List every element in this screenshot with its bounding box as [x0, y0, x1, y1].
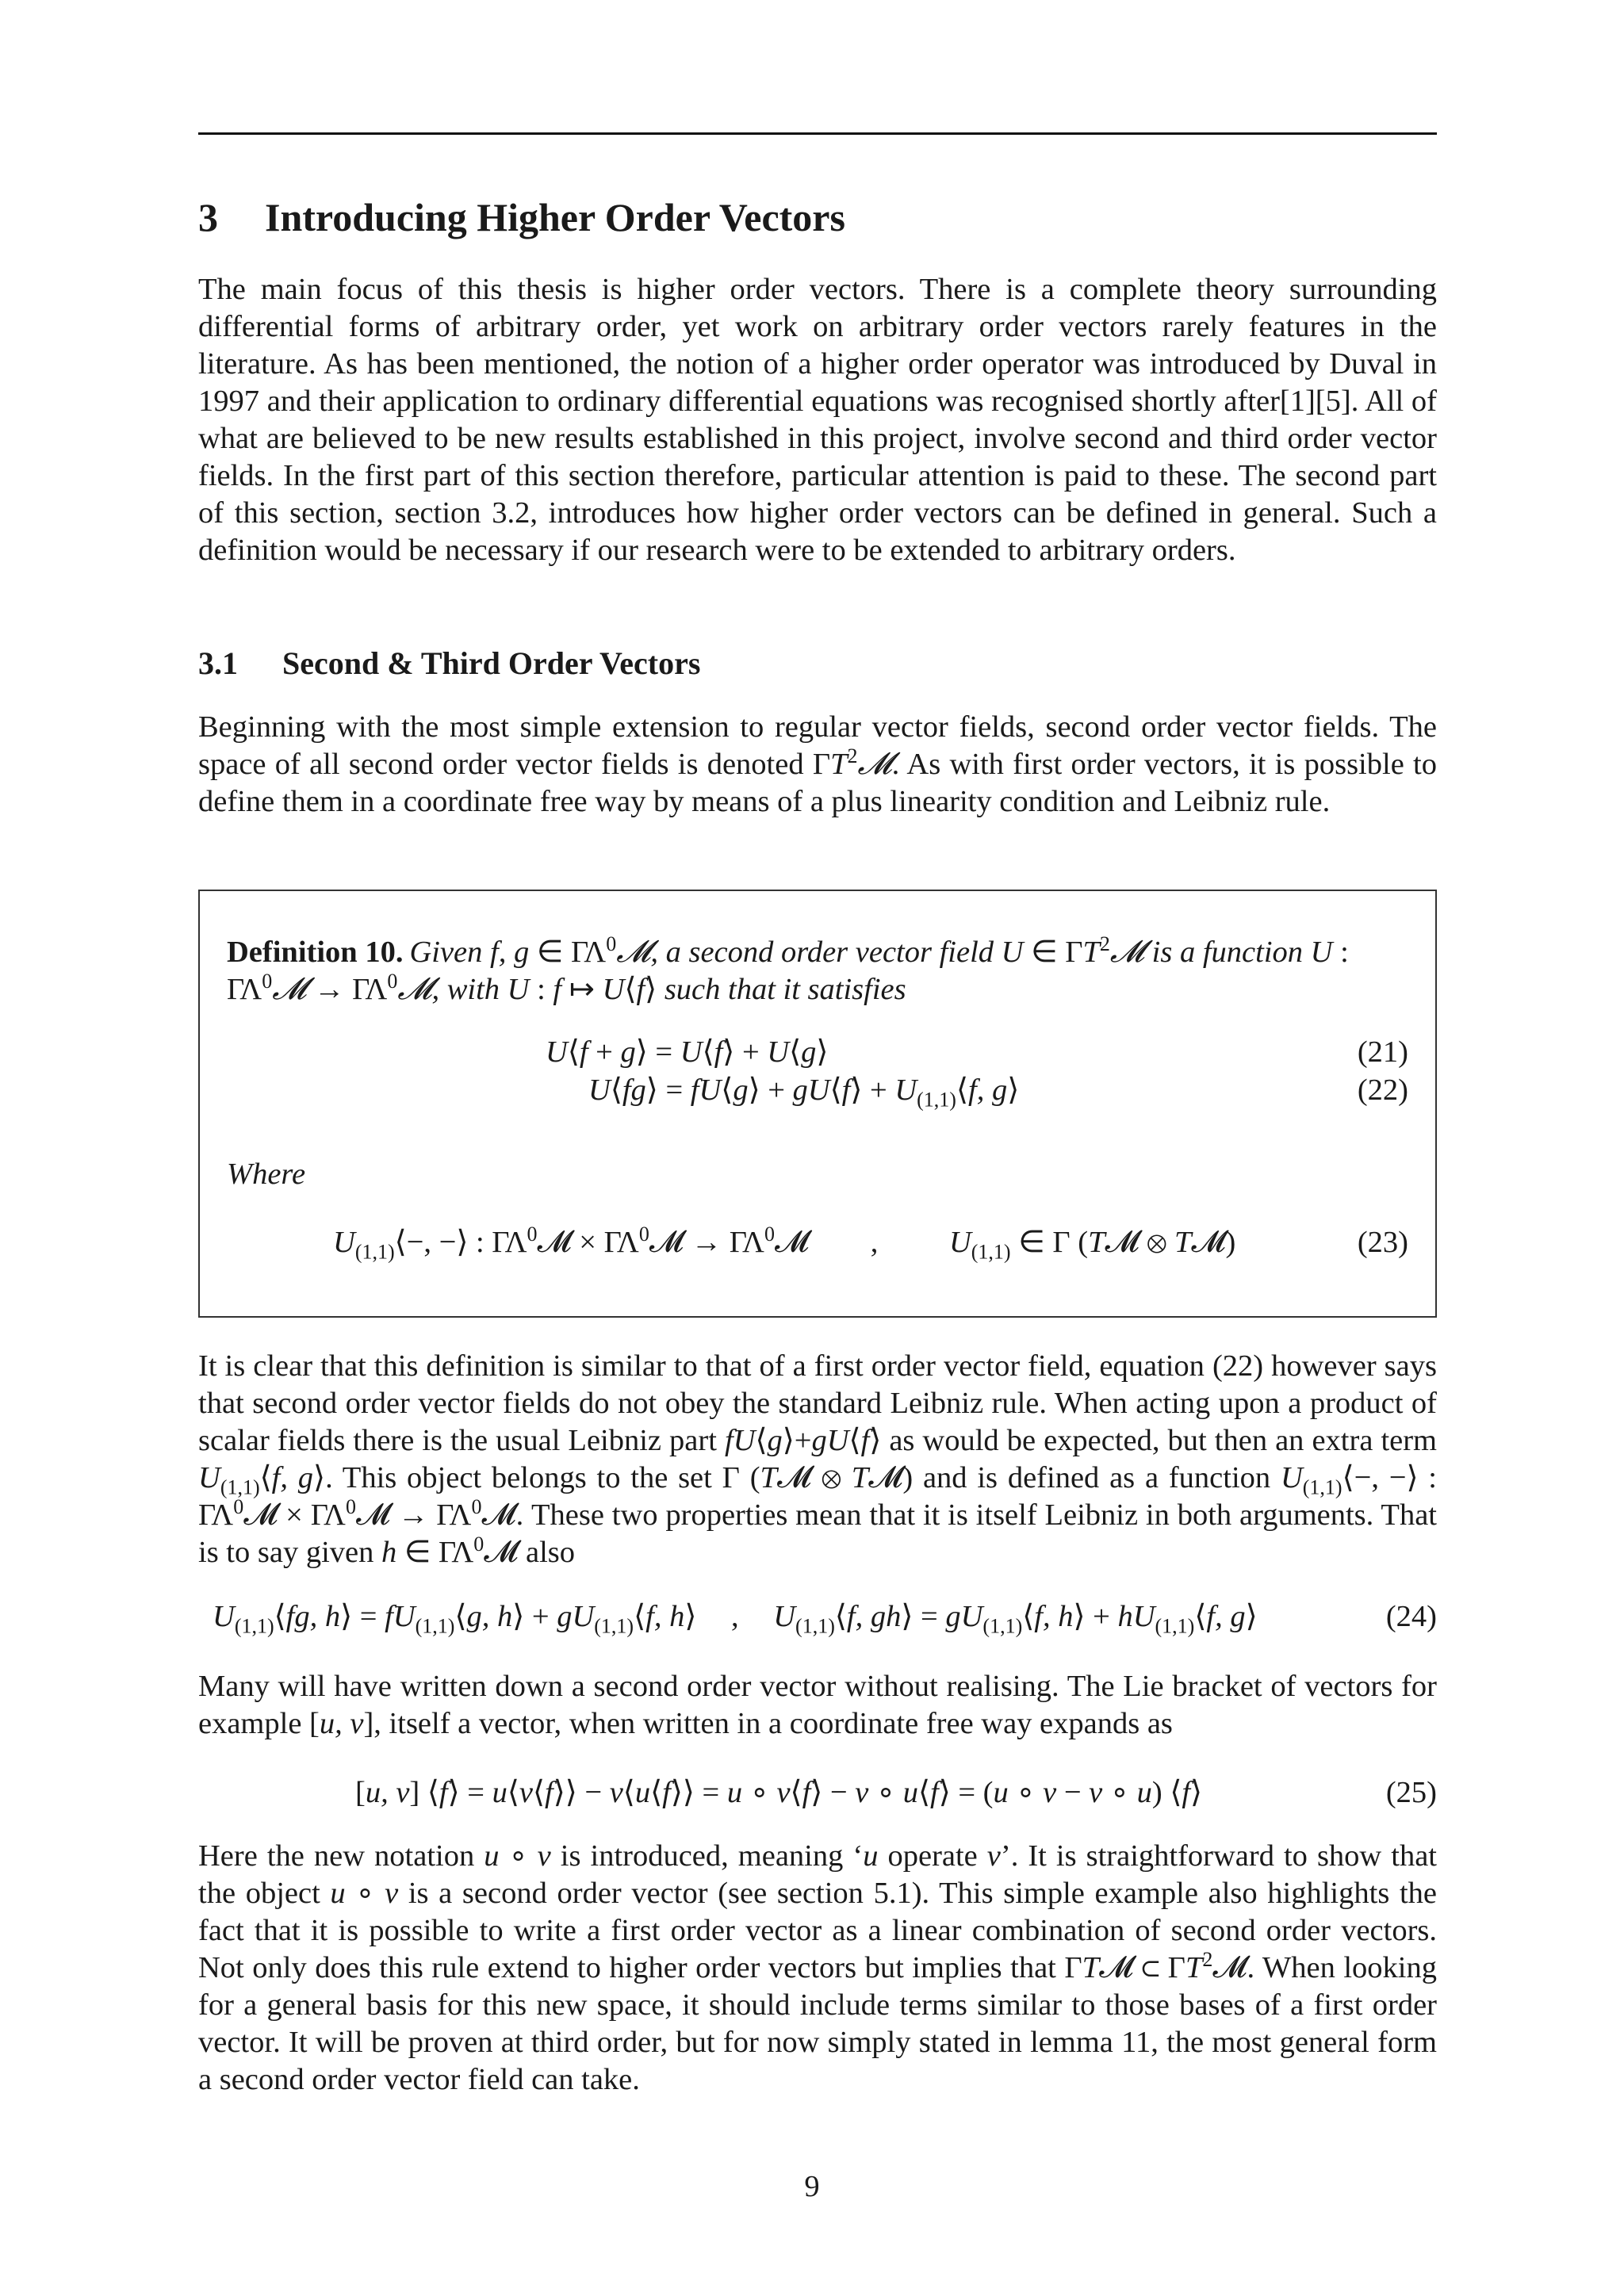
- final-c: ’. It is straightforward to show that the object: [198, 1839, 1437, 1910]
- pad-f: also: [518, 1536, 576, 1569]
- section-title: Introducing Higher Order Vectors: [265, 195, 845, 239]
- section-heading: [198, 193, 845, 241]
- equation-number-24: (24): [1385, 1600, 1437, 1633]
- subsection-paragraph: [198, 709, 1437, 821]
- pad-a: It is clear that this definition is similar to that of a first order vector field, equation (22) however says that second order vector fields do not obey the standard Leibniz rule. When acting upon a product of scalar fields there is the usual Leibniz part: [198, 1349, 1437, 1457]
- intro-paragraph: [198, 271, 1437, 569]
- def-text-e: such that it satisfies: [657, 973, 906, 1006]
- equation-23: $U_{(1,1)}⟨-$, −⟩ : $\Gamma\Lambda^0𝓜$ × $\Gamma\Lambda^0𝓜$ → $\Gamma\Lambda^0𝓜$ , $U_{(1,1)}$ ∈ Γ (T𝓜 ⊗ T𝓜): [333, 1223, 1236, 1264]
- lie-b: , itself a vector, when written in a coordinate free way expands as: [373, 1707, 1173, 1740]
- paragraph-lie-bracket: Many will have written down a second order vector without realising. The Lie bracket of vectors for example [u, v], itself a vector, when written in a coordinate free way expands as [u, v] ⟨f⟩ = u⟨v⟨f⟩⟩ − v⟨u⟨f⟩⟩ = u ∘ v⟨f⟩ − v ∘ u⟨f⟩ = (u ∘ v − v ∘ u) ⟨f⟩ (25): [198, 1668, 1437, 1822]
- section-number: 3: [198, 195, 218, 239]
- subsection-number: 3.1: [198, 645, 238, 681]
- lie-a: Many will have written down a second order vector without realising. The Lie bracket of vectors for example: [198, 1670, 1437, 1740]
- pad-b: as would be expected, but then an extra term: [881, 1424, 1438, 1457]
- equation-24-row: [198, 1571, 1437, 1644]
- equation-number-23: (23): [1357, 1226, 1408, 1259]
- final-a: Here the new notation: [198, 1839, 485, 1873]
- equation-25: [u, v] ⟨f⟩ = u⟨v⟨f⟩⟩ − v⟨u⟨f⟩⟩ = u ∘ v⟨f⟩ − v ∘ u⟨f⟩ = (u ∘ v − v ∘ u) ⟨f⟩: [355, 1776, 1203, 1809]
- subsection-paragraph-part2: . As with first order vectors, it is possible to define them in a coordinate free way by means of a plus linearity condition and Leibniz rule.: [198, 748, 1437, 818]
- equation-number-21: (21): [1357, 1035, 1408, 1069]
- pad-e: . These two properties mean that it is itself Leibniz in both arguments. That is to say given: [198, 1498, 1437, 1569]
- def-text-c: is a function: [1144, 936, 1311, 969]
- page-number: 9: [804, 2170, 820, 2203]
- definition-where: Where: [227, 1158, 306, 1191]
- equation-24: $U_{(1,1)}⟨fg$, h⟩ = $fU_{(1,1)}⟨g$, h⟩ + $gU_{(1,1)}⟨f$, h⟩ , $U_{(1,1)}⟨f$, gh⟩ = $gU_{(1,1)}⟨f$, h⟩ + $hU_{(1,1)}⟨f$, g⟩: [213, 1600, 1258, 1638]
- subsection-title: Second & Third Order Vectors: [282, 645, 701, 681]
- definition-box: [198, 890, 1437, 1318]
- def-text-a: Given: [409, 936, 491, 969]
- def-text-d: , with: [431, 973, 508, 1006]
- intro-paragraph-text: The main focus of this thesis is higher order vectors. There is a complete theory surrounding differential forms of arbitrary order, yet work on arbitrary order vectors rarely features in the literature. As has been mentioned, the notion of a higher order operator was introduced by Duval in 1997 and their application to ordinary differential equations was recognised shortly after[1][5]. All of what are believed to be new results established in this project, involve second and third order vector fields. In the first part of this section therefore, particular attention is paid to these. The second part of this section, section 3.2, introduces how higher order vectors can be defined in general. Such a definition would be necessary if our research were to be extended to arbitrary orders.: [198, 273, 1437, 567]
- definition-text: Definition 10. Given f, g ∈ $\Gamma\Lambda^0𝓜$, a second order vector field U ∈ $\Gamma T^2𝓜$ is a function U : $\Gamma\Lambda^0𝓜$ → $\Gamma\Lambda^0𝓜$, with U : f ↦ U⟨f⟩ such that it satisfies: [227, 932, 1349, 1006]
- math-gamma-t2m: $\Gamma T^2𝓜$: [812, 744, 892, 781]
- paragraph-final: Here the new notation u ∘ v is introduced, meaning ‘u operate v’. It is straightforward to show that the object u ∘ v is a second order vector (see section 5.1). This simple example also highlights the fact that it is possible to write a first order vector as a linear combination of second order vectors. Not only does this rule extend to higher order vectors but implies that ΓT𝓜 ⊂ $\Gamma T^2𝓜$. When looking for a general basis for this new space, it should include terms similar to those bases of a first order vector. It will be proven at third order, but for now simply stated in lemma 11, the most general form a second order vector field can take.: [198, 1839, 1438, 2096]
- equation-21: U⟨f + g⟩ = U⟨f⟩ + U⟨g⟩: [546, 1035, 829, 1069]
- final-d: is a second order vector (see section 5.1). This simple example also highlights the fact that it is possible to write a first order vector as a linear combination of second order vectors. Not only does this rule extend to higher order vectors but implies that: [198, 1877, 1437, 1984]
- equation-22: U⟨fg⟩ = fU⟨g⟩ + gU⟨f⟩ + $U_{(1,1)}⟨f$, g⟩: [588, 1073, 1020, 1112]
- header-rule: [198, 132, 1437, 135]
- subsection-heading: [198, 644, 700, 683]
- equation-number-25: (25): [1385, 1776, 1437, 1809]
- equation-25-row: [198, 1743, 1437, 1822]
- final-b: is introduced, meaning ‘: [550, 1839, 864, 1873]
- pad-c: . This object belongs to the set: [325, 1461, 722, 1494]
- final-e: . When looking for a general basis for this new space, it should include terms similar to those bases of a first order vector. It will be proven at third order, but for now simply stated in lemma 11, the most general form a second order vector field can take.: [198, 1951, 1438, 2096]
- paragraph-after-definition: It is clear that this definition is similar to that of a first order vector field, equation (22) however says that second order vector fields do not obey the standard Leibniz rule. When acting upon a product of scalar fields there is the usual Leibniz part fU⟨g⟩+gU⟨f⟩ as would be expected, but then an extra term $U_{(1,1)}⟨f$, g⟩. This object belongs to the set Γ (T𝓜 ⊗ T𝓜) and is defined as a function $U_{(1,1)}⟨-$, −⟩ : $\Gamma\Lambda^0𝓜$ × $\Gamma\Lambda^0𝓜$ → $\Gamma\Lambda^0𝓜$. These two properties mean that it is itself Leibniz in both arguments. That is to say given h ∈ $\Gamma\Lambda^0𝓜$ also $U_{(1,1)}⟨fg$, h⟩ = $fU_{(1,1)}⟨g$, h⟩ + $gU_{(1,1)}⟨f$, h⟩ , $U_{(1,1)}⟨f$, gh⟩ = $gU_{(1,1)}⟨f$, h⟩ + $hU_{(1,1)}⟨f$, g⟩ (24): [198, 1348, 1437, 1644]
- pad-d: and is defined as a function: [913, 1461, 1281, 1494]
- subsection-paragraph-part1: Beginning with the most simple extension to regular vector fields, second order vector fields. The space of all second order vector fields is denoted: [198, 710, 1437, 781]
- definition-label: Definition 10.: [227, 936, 404, 969]
- def-text-b: , a second order vector field: [650, 936, 1002, 969]
- equation-number-22: (22): [1357, 1073, 1408, 1107]
